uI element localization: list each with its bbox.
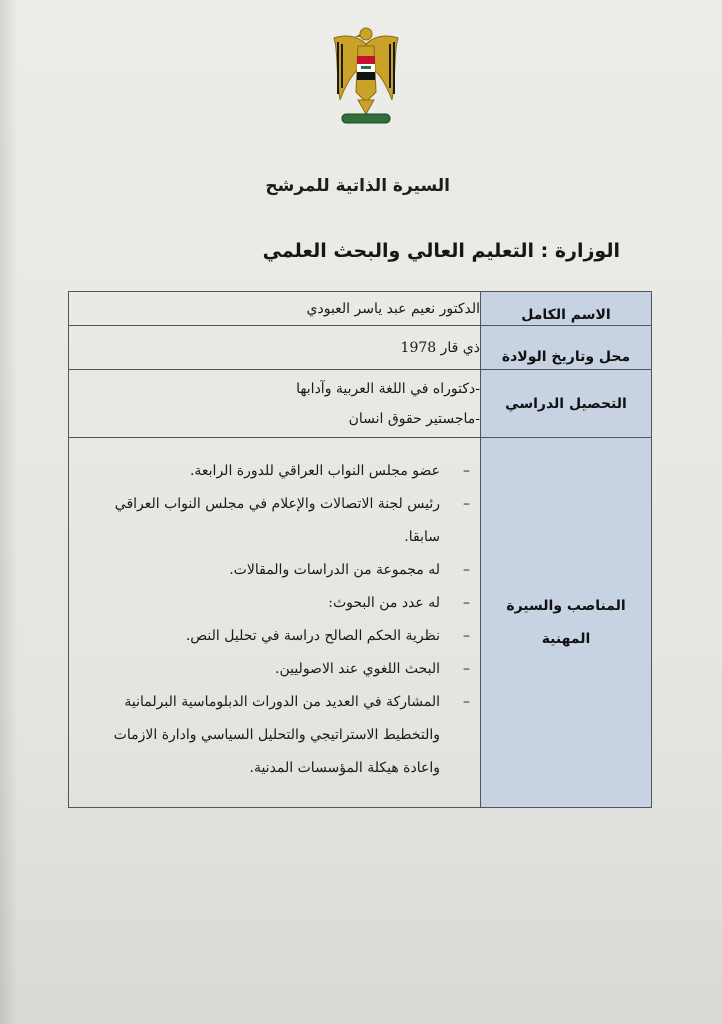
birth-value: ذي قار 1978 [69,326,481,370]
table-row [69,326,652,370]
positions-list [69,447,480,799]
positions-label-line: المهنية [541,630,591,647]
list-item: – نظرية الحكم الصالح دراسة في تحليل النص. [83,620,480,653]
positions-value [69,438,481,808]
page-title: السيرة الذاتية للمرشح [265,176,450,196]
full-name-value: الدكتور نعيم عبد ياسر العبودي [69,292,481,326]
positions-label-line: المناصب والسيرة [506,597,626,614]
list-item: – له مجموعة من الدراسات والمقالات. [83,554,480,587]
full-name-label: الاسم الكامل [481,292,652,326]
positions-label [481,438,652,808]
list-item: – رئيس لجنة الاتصالات والإعلام في مجلس النواب العراقي سابقا. [83,488,480,554]
ministry-heading: الوزارة : التعليم العالي والبحث العلمي [262,240,620,262]
education-item: -دكتوراه في اللغة العربية وآدابها [296,380,480,397]
page-edge-shadow [0,0,18,1024]
table-row [69,370,652,438]
table-row [69,438,652,808]
education-label: التحصيل الدراسي [481,370,652,438]
education-value [69,370,481,438]
list-item: – البحث اللغوي عند الاصوليين. [83,653,480,686]
education-item: -ماجستير حقوق انسان [348,410,480,427]
cv-table [68,291,652,808]
list-item: – المشاركة في العديد من الدورات الدبلوماسية البرلمانية والتخطيط الاستراتيجي والتحليل السياسي وادارة الازمات واعادة هيكلة المؤسسات المدنية. [83,686,480,785]
list-item: – عضو مجلس النواب العراقي للدورة الرابعة. [83,455,480,488]
iraq-eagle-emblem-icon [328,22,404,126]
list-item: – له عدد من البحوث: [83,587,480,620]
table-row [69,292,652,326]
birth-label: محل وتاريخ الولادة [481,326,652,370]
